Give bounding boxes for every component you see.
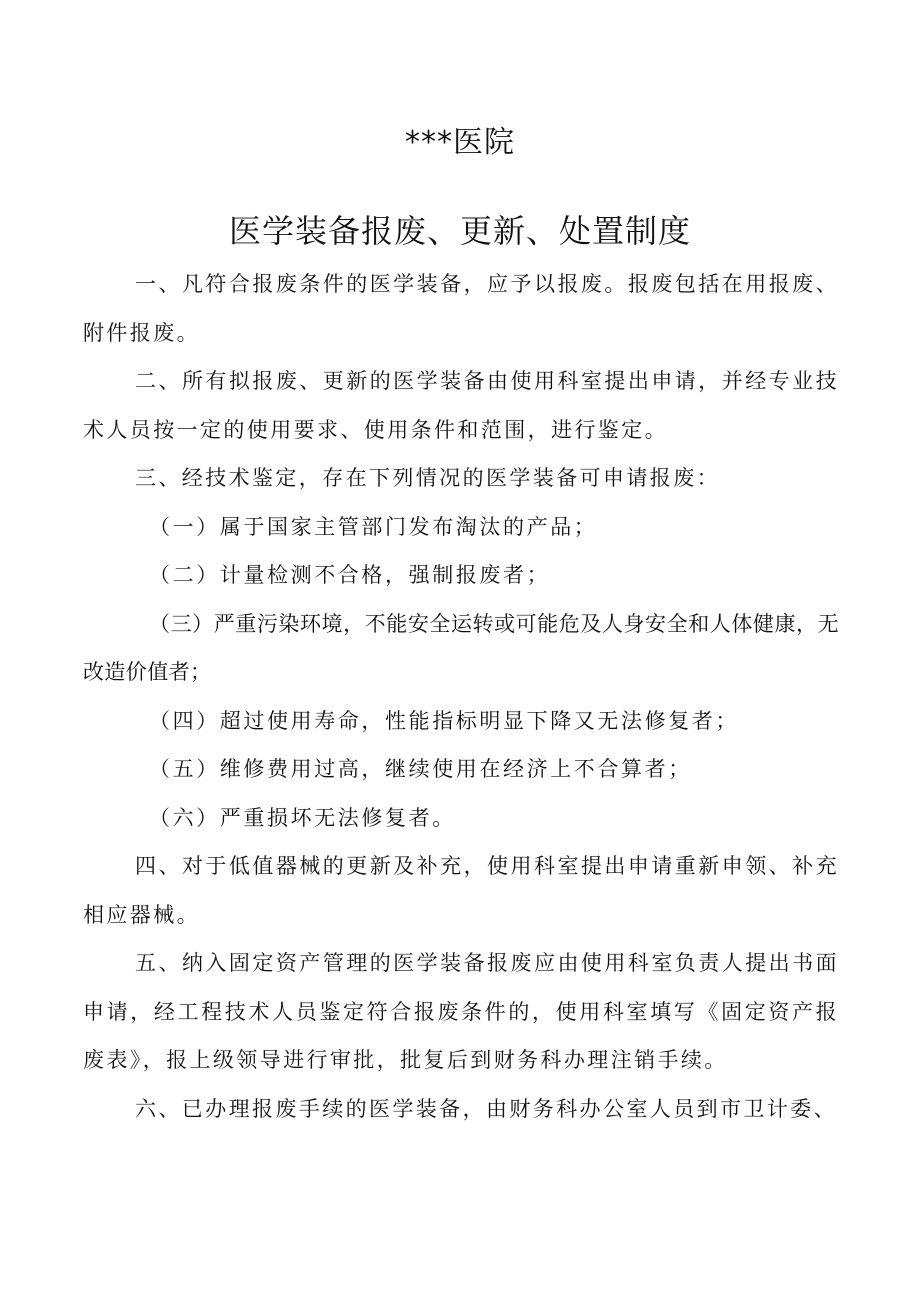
paragraph-6: 六、已办理报废手续的医学装备，由财务科办公室人员到市卫计委、 xyxy=(135,1096,837,1121)
list-item-3: （三）严重污染环境，不能安全运转或可能危及人身安全和人体健康，无改造价值者； xyxy=(83,611,839,684)
paragraph-4: 四、对于低值器械的更新及补充，使用科室提出申请重新申领、补充相应器械。 xyxy=(83,854,839,927)
list-item-1: （一）属于国家主管部门发布淘汰的产品； xyxy=(149,514,598,539)
hospital-name: ***医院 xyxy=(405,125,515,160)
document-title: 医学装备报废、更新、处置制度 xyxy=(228,212,691,250)
paragraph-2: 二、所有拟报废、更新的医学装备由使用科室提出申请，并经专业技术人员按一定的使用要求、使用条件和范围，进行鉴定。 xyxy=(83,369,839,442)
paragraph-3: 三、经技术鉴定，存在下列情况的医学装备可申请报废： xyxy=(135,466,720,490)
list-item-4: （四）超过使用寿命，性能指标明显下降又无法修复者； xyxy=(149,708,739,733)
list-item-2: （二）计量检测不合格，强制报废者； xyxy=(149,563,551,587)
list-item-5: （五）维修费用过高，继续使用在经济上不合算者； xyxy=(149,757,692,781)
paragraph-5: 五、纳入固定资产管理的医学装备报废应由使用科室负责人提出书面申请，经工程技术人员鉴定符合报废条件的，使用科室填写《固定资产报废表》，报上级领导进行审批，批复后到财务科办理注销手续。 xyxy=(83,951,839,1072)
paragraph-1: 一、凡符合报废条件的医学装备，应予以报废。报废包括在用报废、附件报废。 xyxy=(83,272,839,345)
document-body xyxy=(83,260,839,1133)
list-item-6: （六）严重损坏无法修复者。 xyxy=(149,805,456,830)
